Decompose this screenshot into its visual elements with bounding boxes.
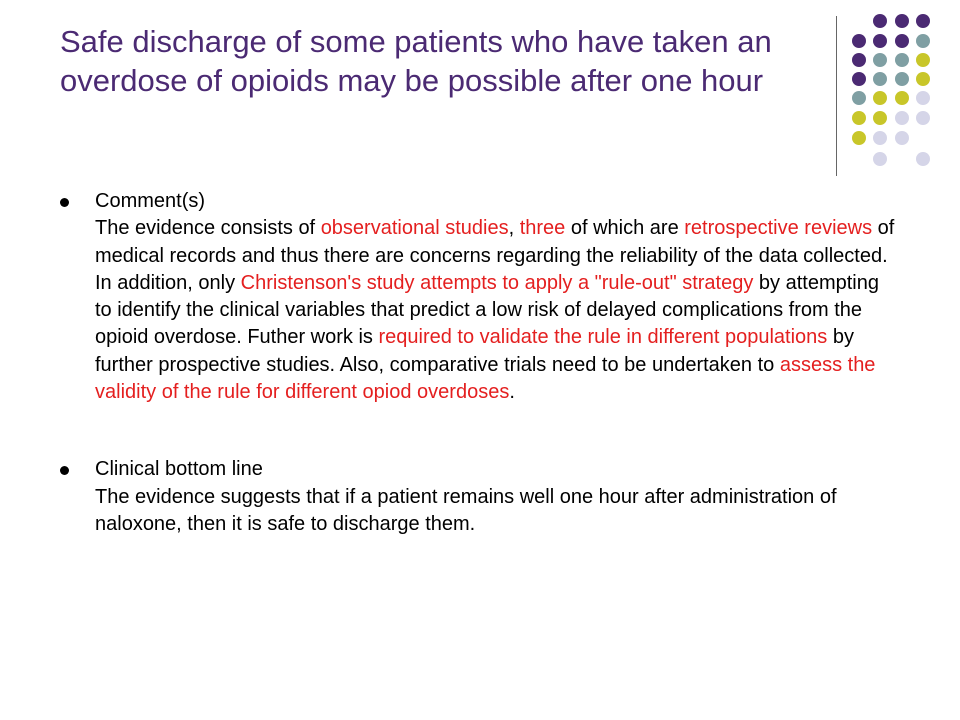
emphasized-text: three xyxy=(519,217,566,240)
comment-text-segment: of which are xyxy=(565,217,685,240)
slide-body xyxy=(60,188,900,538)
decorative-dot-icon xyxy=(873,53,887,67)
decorative-dot-icon xyxy=(873,131,887,145)
decorative-dot-icon xyxy=(916,53,930,67)
bottom-line-heading: Clinical bottom line xyxy=(95,458,263,481)
emphasized-text: retrospective reviews xyxy=(684,217,873,240)
decorative-dot-icon xyxy=(873,34,887,48)
decorative-dot-icon xyxy=(852,91,866,105)
decorative-dot-icon xyxy=(895,72,909,86)
decorative-dot-icon xyxy=(852,111,866,125)
comment-text-segment: The evidence consists of xyxy=(95,217,321,240)
decorative-dot-icon xyxy=(895,91,909,105)
decorative-dot-icon xyxy=(916,91,930,105)
decorative-dot-icon xyxy=(873,72,887,86)
bottom-line-text: The evidence suggests that if a patient remains well one hour after administration of naloxone, then it is safe to discharge them. xyxy=(95,485,837,535)
decorative-dot-icon xyxy=(873,152,887,166)
decorative-dot-icon xyxy=(852,53,866,67)
decorative-dot-icon xyxy=(873,111,887,125)
emphasized-text: required to validate the rule in different populations xyxy=(378,326,828,349)
decorative-dot-icon xyxy=(895,111,909,125)
decorative-dot-icon xyxy=(895,34,909,48)
bullet-bottom-line xyxy=(60,456,900,538)
slide-title: Safe discharge of some patients who have taken an overdose of opioids may be possible after one hour xyxy=(60,24,772,98)
decorative-dot-icon xyxy=(852,131,866,145)
emphasized-text: observational studies xyxy=(320,217,509,240)
emphasized-text: Christenson's study attempts to apply a "rule-out" strategy xyxy=(240,271,754,294)
decorative-dot-icon xyxy=(916,111,930,125)
decorative-dot-icon xyxy=(873,91,887,105)
bullet-comment xyxy=(60,188,900,406)
decorative-dot-icon xyxy=(916,152,930,166)
comment-text xyxy=(95,215,900,406)
decorative-dot-icon xyxy=(916,72,930,86)
decorative-dot-icon xyxy=(852,34,866,48)
bullet-marker-icon xyxy=(60,198,69,207)
decorative-dot-icon xyxy=(895,53,909,67)
comment-text-segment: by attempting to identify the clinical variables that predict a low risk of delayed complications from the opioid overdose. Futher work is xyxy=(95,271,879,349)
decorative-dot-icon xyxy=(916,34,930,48)
decorative-dot-icon xyxy=(852,72,866,86)
decorative-dot-icon xyxy=(916,14,930,28)
decorative-dot-icon xyxy=(895,14,909,28)
comment-text-segment: , xyxy=(508,217,520,240)
comment-heading: Comment(s) xyxy=(95,190,206,212)
bullet-marker-icon xyxy=(60,466,69,475)
comment-text-segment: by further prospective studies. Also, comparative trials need to be undertaken to xyxy=(95,326,854,376)
comment-text-segment: . xyxy=(509,381,515,404)
decorative-dot-grid xyxy=(0,0,960,200)
decorative-dot-icon xyxy=(895,131,909,145)
emphasized-text: assess the validity of the rule for different opiod overdoses xyxy=(95,353,876,404)
comment-text-segment: of medical records and thus there are concerns regarding the reliability of the data collected. In addition, only xyxy=(95,217,895,294)
decorative-dot-icon xyxy=(873,14,887,28)
